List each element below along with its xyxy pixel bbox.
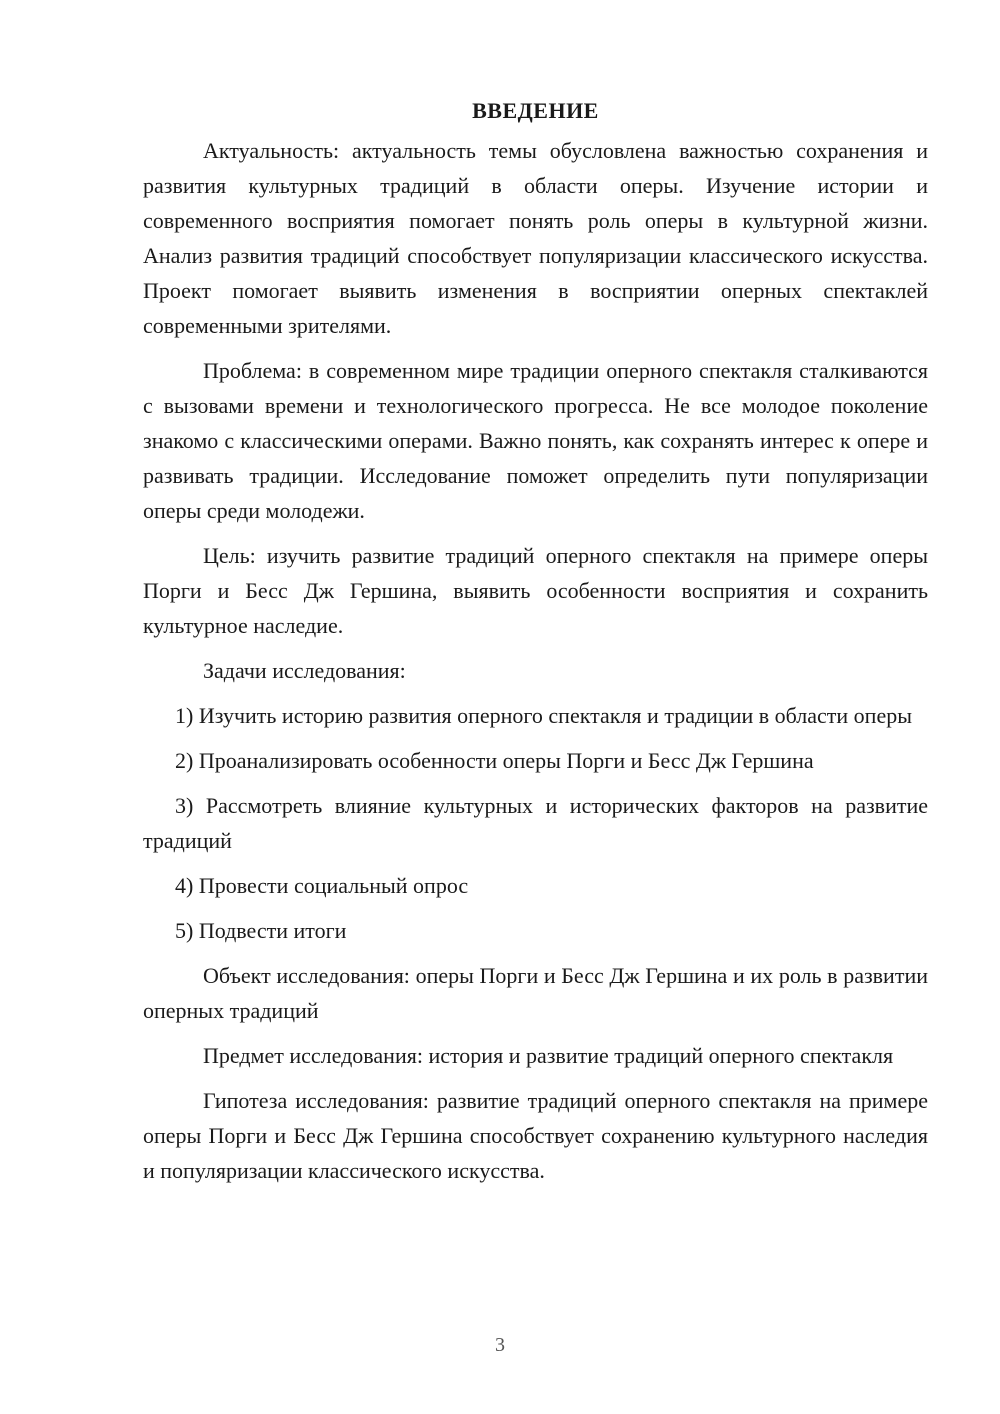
task-item-2: 2) Проанализировать особенности оперы Порги и Бесс Дж Гершина (175, 748, 814, 773)
paragraph-relevance: Актуальность: актуальность темы обусловлена важностью сохранения и развития культурных традиций в области оперы. Изучение истории и современного восприятия помогает понять роль оперы в культурной жизни. Анализ развития традиций способствует популяризации классического искусства. Проект помогает выявить изменения в восприятии оперных спектаклей современными зрителями. (143, 138, 928, 338)
task-item-1: 1) Изучить историю развития оперного спектакля и традиции в области оперы (175, 703, 912, 728)
paragraph-goal: Цель: изучить развитие традиций оперного спектакля на примере оперы Порги и Бесс Дж Гершина, выявить особенности восприятия и сохранить культурное наследие. (143, 543, 928, 638)
task-item-4: 4) Провести социальный опрос (175, 873, 469, 898)
page-number: 3 (495, 1334, 505, 1356)
paragraph-problem: Проблема: в современном мире традиции оперного спектакля сталкиваются с вызовами времени и технологического прогресса. Не все молодое поколение знакомо с классическими операми. Важно понять, как сохранять интерес к опере и развивать традиции. Исследование поможет определить пути популяризации оперы среди молодежи. (143, 358, 928, 523)
paragraph-subject: Предмет исследования: история и развитие традиций оперного спектакля (203, 1043, 894, 1068)
task-item-5: 5) Подвести итоги (175, 918, 347, 943)
task-item-3: 3) Рассмотреть влияние культурных и исторических факторов на развитие традиций (143, 793, 928, 853)
tasks-heading: Задачи исследования: (203, 658, 406, 683)
page-title: ВВЕДЕНИЕ (472, 98, 599, 123)
paragraph-object: Объект исследования: оперы Порги и Бесс Дж Гершина и их роль в развитии оперных традиций (143, 963, 928, 1023)
paragraph-hypothesis: Гипотеза исследования: развитие традиций оперного спектакля на примере оперы Порги и Бесс Дж Гершина способствует сохранению культурного наследия и популяризации классического искусства. (143, 1088, 928, 1183)
document-page (143, 95, 928, 1198)
